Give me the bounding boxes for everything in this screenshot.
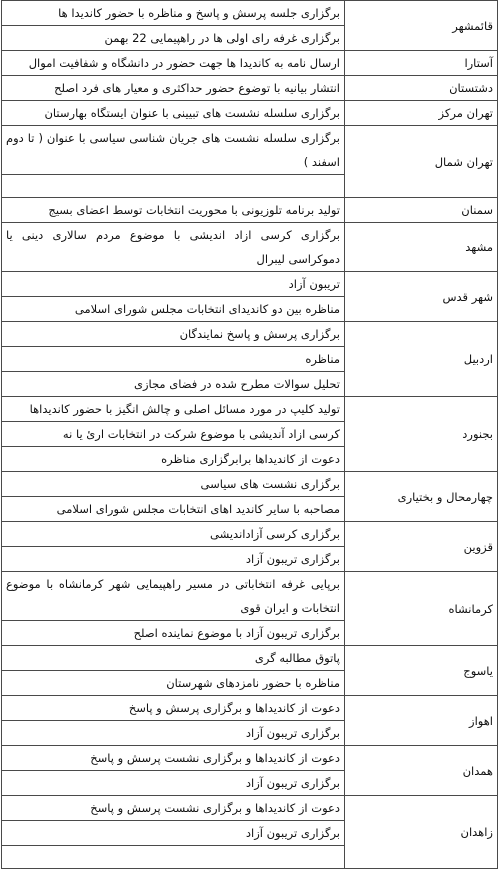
activity-cell: پاتوق مطالبه گری <box>2 646 345 671</box>
table-row <box>2 1 498 26</box>
table-row <box>2 101 498 126</box>
table-row <box>2 646 498 671</box>
activity-cell: برگزاری جلسه پرسش و پاسخ و مناظره با حضور کاندیدا ها <box>2 1 345 26</box>
activities-table-body <box>2 1 498 869</box>
activity-cell: برپایی غرفه انتخاباتی در مسیر راهپیمایی شهر کرمانشاه با موضوع انتخابات و ایران قوی <box>2 572 345 621</box>
table-row <box>2 272 498 297</box>
city-name-cell: زاهدان <box>345 796 498 869</box>
city-name-cell: اهواز <box>345 696 498 746</box>
activity-cell: برگزاری تریبون آزاد با موضوع نماینده اصلح <box>2 621 345 646</box>
activity-cell: برگزاری تریبون آزاد <box>2 721 345 746</box>
activity-cell: برگزاری تریبون آزاد <box>2 821 345 846</box>
table-row <box>2 696 498 721</box>
table-row <box>2 322 498 347</box>
activity-cell: مناظره بین دو کاندیدای انتخابات مجلس شورای اسلامی <box>2 297 345 322</box>
activity-cell <box>2 175 345 198</box>
table-row <box>2 572 498 621</box>
activity-cell: تولید کلیپ در مورد مسائل اصلی و چالش انگیز با حضور کاندیداها <box>2 397 345 422</box>
activity-cell: تولید برنامه تلوزیونی با محوریت انتخابات توسط اعضای بسیج <box>2 198 345 223</box>
table-row <box>2 472 498 497</box>
activity-cell: برگزاری پرسش و پاسخ نمایندگان <box>2 322 345 347</box>
activity-cell: برگزاری نشست های سیاسی <box>2 472 345 497</box>
table-row <box>2 198 498 223</box>
city-name-cell: آستارا <box>345 51 498 76</box>
city-name-cell: کرمانشاه <box>345 572 498 646</box>
table-row <box>2 522 498 547</box>
activity-cell: برگزاری سلسله نشست های جریان شناسی سیاسی با عنوان ( تا دوم اسفند ) <box>2 126 345 175</box>
activity-cell: ارسال نامه به کاندیدا ها جهت حضور در دانشگاه و شفافیت اموال <box>2 51 345 76</box>
table-row <box>2 397 498 422</box>
city-name-cell: اردبیل <box>345 322 498 397</box>
city-name-cell: چهارمحال و بختیاری <box>345 472 498 522</box>
activity-cell <box>2 846 345 869</box>
city-name-cell: همدان <box>345 746 498 796</box>
city-name-cell: تهران مرکز <box>345 101 498 126</box>
city-name-cell: شهر قدس <box>345 272 498 322</box>
city-name-cell: قائمشهر <box>345 1 498 51</box>
city-name-cell: قزوین <box>345 522 498 572</box>
activity-cell: برگزاری غرفه رای اولی ها در راهپیمایی 22 بهمن <box>2 26 345 51</box>
activity-cell: برگزاری کرسی ازاد اندیشی با موضوع مردم سالاری دینی یا دموکراسی لیبرال <box>2 223 345 272</box>
city-name-cell: بجنورد <box>345 397 498 472</box>
activity-cell: دعوت از کاندیداها و برگزاری نشست پرسش و پاسخ <box>2 746 345 771</box>
activity-cell: دعوت از کاندیداها برابرگزاری مناظره <box>2 447 345 472</box>
activity-cell: برگزاری تریبون آزاد <box>2 771 345 796</box>
city-name-cell: یاسوج <box>345 646 498 696</box>
activity-cell: مصاحبه با سایر کاندید اهای انتخابات مجلس شورای اسلامی <box>2 497 345 522</box>
table-row <box>2 746 498 771</box>
activity-cell: مناظره <box>2 347 345 372</box>
city-name-cell: مشهد <box>345 223 498 272</box>
table-row <box>2 223 498 272</box>
activity-cell: مناظره با حضور نامزدهای شهرستان <box>2 671 345 696</box>
table-row <box>2 126 498 175</box>
activity-cell: برگزاری تریبون آزاد <box>2 547 345 572</box>
table-row <box>2 51 498 76</box>
city-name-cell: سمنان <box>345 198 498 223</box>
activity-cell: برگزاری سلسله نشست های تبیینی با عنوان ایستگاه بهارستان <box>2 101 345 126</box>
activities-table <box>1 0 498 869</box>
activity-cell: کرسی ازاد آندیشی با موضوع شرکت در انتخابات ارئ یا نه <box>2 422 345 447</box>
city-name-cell: دشتستان <box>345 76 498 101</box>
activity-cell: برگزاری کرسی آزاداندیشی <box>2 522 345 547</box>
activity-cell: دعوت از کاندیداها و برگزاری پرسش و پاسخ <box>2 696 345 721</box>
activity-cell: دعوت از کاندیداها و برگزاری نشست پرسش و پاسخ <box>2 796 345 821</box>
table-row <box>2 76 498 101</box>
activity-cell: انتشار بیانیه با توضوع حضور حداکثری و معیار های فرد اصلح <box>2 76 345 101</box>
activity-cell: تریبون آزاد <box>2 272 345 297</box>
city-name-cell: تهران شمال <box>345 126 498 198</box>
activity-cell: تحلیل سوالات مطرح شده در فضای مجازی <box>2 372 345 397</box>
table-row <box>2 796 498 821</box>
